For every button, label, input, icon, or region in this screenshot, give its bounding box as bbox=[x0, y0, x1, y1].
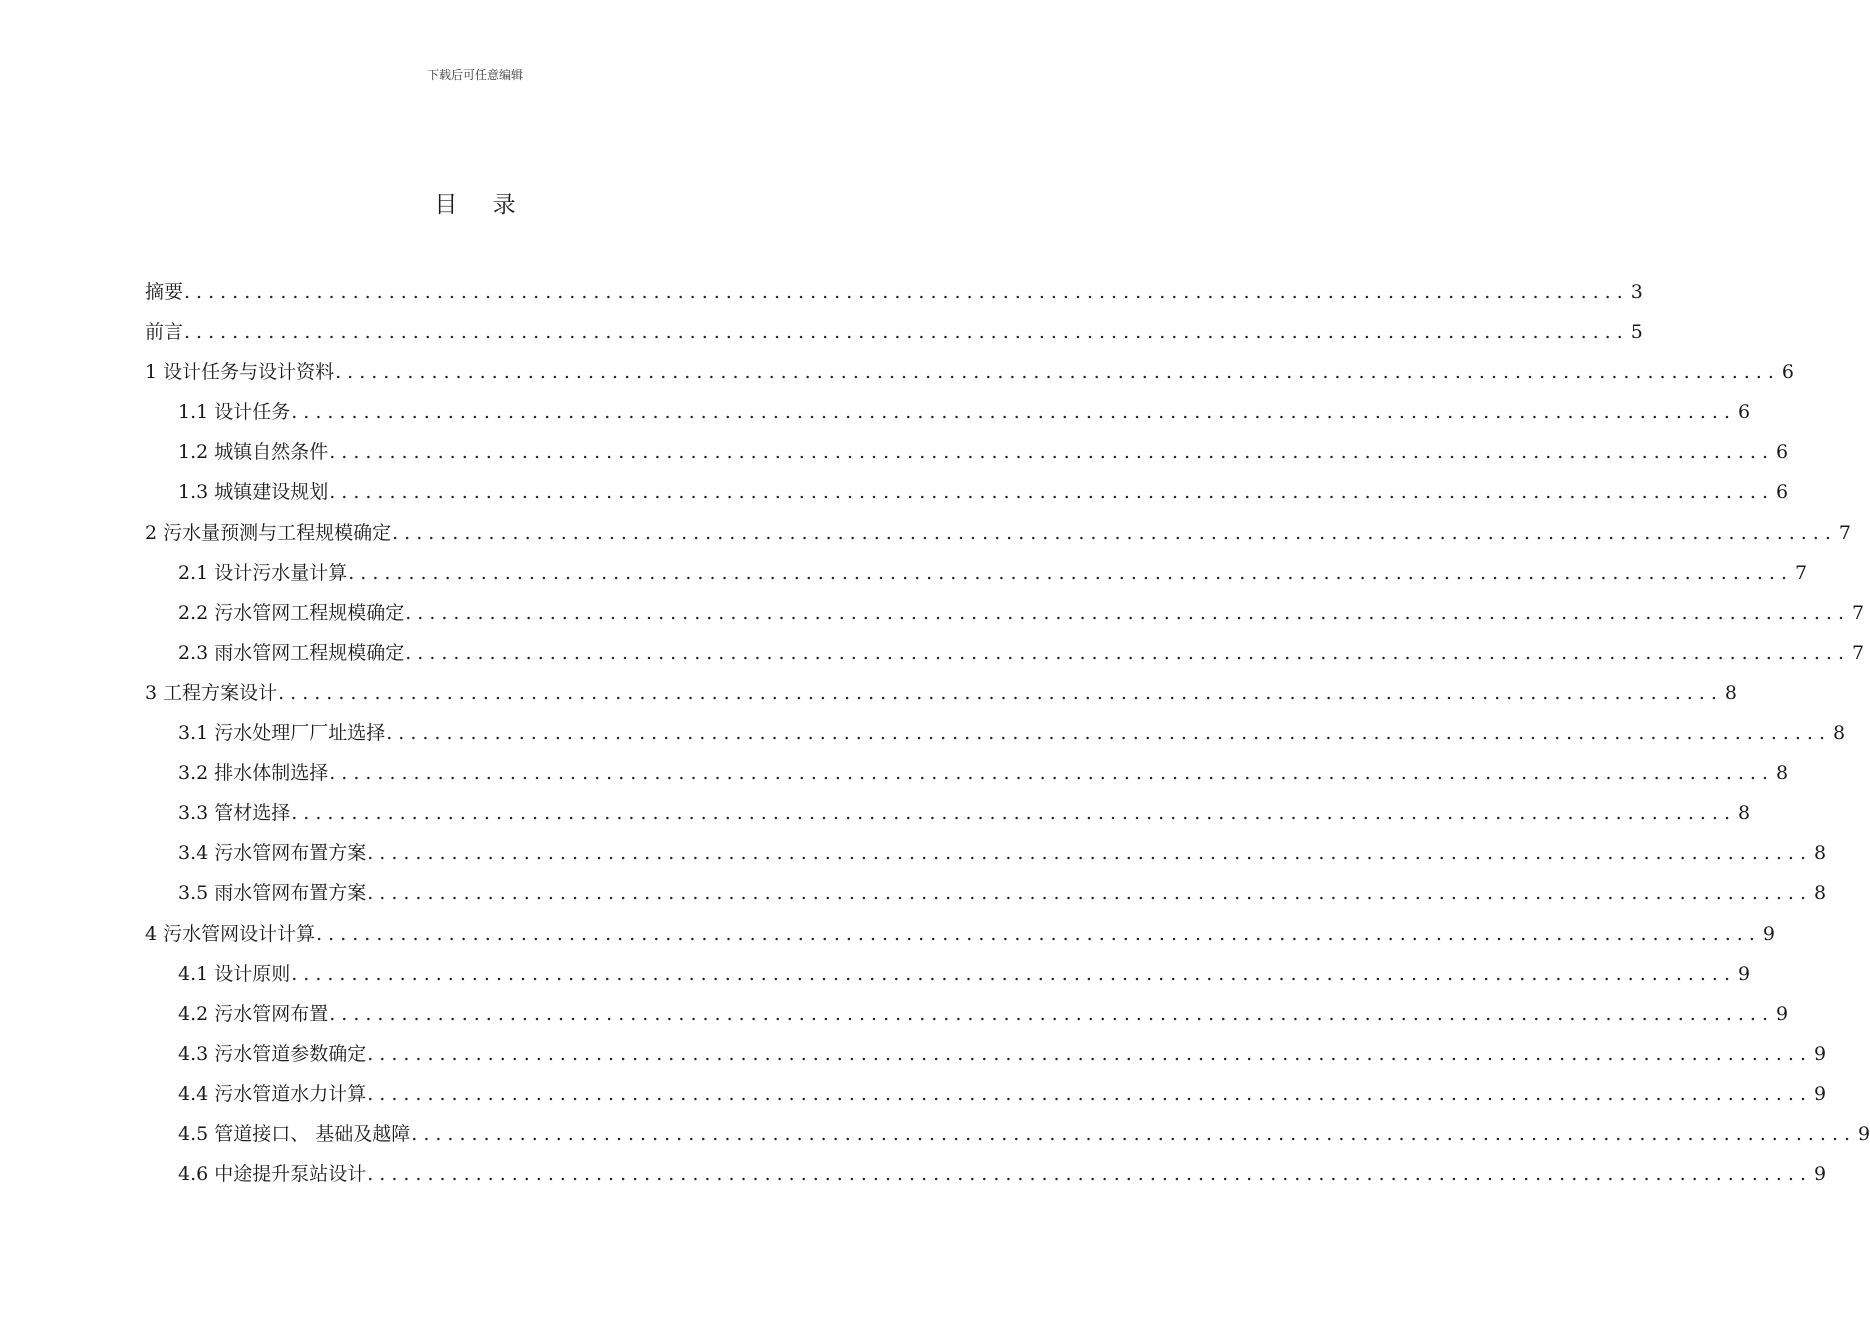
toc-dot-leader: ........................................................................................................................ bbox=[348, 561, 1794, 584]
toc-dot-leader: ........................................................................................................................ bbox=[329, 441, 1775, 464]
toc-dot-leader: ........................................................................................................................ bbox=[291, 802, 1737, 825]
toc-entry-label: 4 污水管网设计计算 bbox=[145, 922, 316, 945]
toc-entry-label: 3.5 雨水管网布置方案 bbox=[178, 882, 367, 905]
toc-entry-label: 摘要 bbox=[145, 281, 184, 303]
header-note: 下载后可任意编辑 bbox=[426, 68, 523, 82]
toc-entry[interactable] bbox=[145, 432, 1789, 472]
toc-entry-label: 2 污水量预测与工程规模确定 bbox=[145, 521, 392, 544]
toc-entry-page-number: 9 bbox=[1814, 1082, 1827, 1105]
toc-entry[interactable] bbox=[145, 1034, 1827, 1074]
toc-entry-label: 前言 bbox=[145, 321, 184, 344]
toc-entry-page-number: 8 bbox=[1738, 802, 1751, 825]
toc-entry-label: 1.2 城镇自然条件 bbox=[178, 441, 329, 464]
toc-entry-page-number: 9 bbox=[1762, 922, 1775, 945]
toc-entry[interactable] bbox=[145, 914, 1775, 954]
toc-entry[interactable] bbox=[145, 1114, 1870, 1154]
toc-dot-leader: ........................................................................................................................ bbox=[329, 762, 1775, 785]
toc-entry-label: 3.3 管材选择 bbox=[178, 802, 291, 825]
toc-dot-leader: ........................................................................................................................ bbox=[316, 922, 1761, 945]
toc-entry-page-number: 8 bbox=[1814, 882, 1827, 905]
toc-entry[interactable] bbox=[145, 833, 1827, 873]
toc-entry[interactable] bbox=[145, 1154, 1827, 1194]
toc-entry-page-number: 6 bbox=[1781, 361, 1794, 384]
toc-entry[interactable] bbox=[145, 994, 1789, 1034]
toc-entry-page-number: 7 bbox=[1838, 521, 1851, 544]
toc-entry-page-number: 8 bbox=[1724, 681, 1737, 704]
toc-entry-label: 2.2 污水管网工程规模确定 bbox=[178, 601, 405, 624]
toc-entry-page-number: 6 bbox=[1776, 481, 1789, 504]
toc-dot-leader: ........................................................................................................................ bbox=[386, 722, 1832, 745]
toc-entry[interactable] bbox=[145, 793, 1751, 833]
toc-dot-leader: ........................................................................................................................ bbox=[329, 481, 1775, 504]
toc-entry-label: 4.6 中途提升泵站设计 bbox=[178, 1163, 367, 1186]
toc-entry[interactable] bbox=[145, 753, 1789, 793]
toc-entry-page-number: 9 bbox=[1776, 1002, 1789, 1025]
toc-entry-label: 2.3 雨水管网工程规模确定 bbox=[178, 641, 405, 664]
toc-entry-page-number: 6 bbox=[1738, 401, 1751, 424]
toc-dot-leader: ........................................................................................................................ bbox=[184, 281, 1629, 303]
toc-dot-leader: ........................................................................................................................ bbox=[184, 321, 1629, 344]
toc-dot-leader: ........................................................................................................................ bbox=[367, 842, 1813, 865]
toc-entry[interactable] bbox=[145, 553, 1808, 593]
toc-dot-leader: ........................................................................................................................ bbox=[367, 1042, 1813, 1065]
toc-entry-page-number: 8 bbox=[1833, 722, 1846, 745]
toc-entry-label: 3.2 排水体制选择 bbox=[178, 762, 329, 785]
toc-entry-label: 4.4 污水管道水力计算 bbox=[178, 1082, 367, 1105]
toc-entry-page-number: 8 bbox=[1814, 842, 1827, 865]
toc-entry-label: 4.2 污水管网布置 bbox=[178, 1002, 329, 1025]
toc-dot-leader: ........................................................................................................................ bbox=[392, 521, 1837, 544]
toc-dot-leader: ........................................................................................................................ bbox=[278, 681, 1723, 704]
toc-entry-label: 4.5 管道接口、 基础及越障 bbox=[178, 1122, 411, 1145]
toc-dot-leader: ........................................................................................................................ bbox=[367, 1082, 1813, 1105]
toc-entry-label: 3.1 污水处理厂厂址选择 bbox=[178, 722, 386, 745]
toc-entry-page-number: 9 bbox=[1738, 962, 1751, 985]
toc-entry-page-number: 6 bbox=[1776, 441, 1789, 464]
toc-entry-label: 1.3 城镇建设规划 bbox=[178, 481, 329, 504]
toc-entry[interactable] bbox=[145, 312, 1643, 352]
toc-entry-label: 1.1 设计任务 bbox=[178, 401, 291, 424]
toc-entry[interactable] bbox=[145, 272, 1643, 312]
toc-entry-page-number: 7 bbox=[1795, 561, 1808, 584]
toc-entry[interactable] bbox=[145, 633, 1865, 673]
toc-dot-leader: ........................................................................................................................ bbox=[405, 641, 1851, 664]
toc-entry[interactable] bbox=[145, 352, 1794, 392]
toc-entry-page-number: 5 bbox=[1630, 321, 1643, 344]
toc-entry-page-number: 9 bbox=[1814, 1042, 1827, 1065]
toc-dot-leader: ........................................................................................................................ bbox=[291, 401, 1737, 424]
toc-entry-label: 4.1 设计原则 bbox=[178, 962, 291, 985]
toc-entry-label: 4.3 污水管道参数确定 bbox=[178, 1042, 367, 1065]
toc-entry-page-number: 8 bbox=[1776, 762, 1789, 785]
toc-dot-leader: ........................................................................................................................ bbox=[335, 361, 1780, 384]
toc-entry-label: 2.1 设计污水量计算 bbox=[178, 561, 348, 584]
toc-entry[interactable] bbox=[145, 673, 1737, 713]
toc-dot-leader: ........................................................................................................................ bbox=[411, 1122, 1857, 1145]
toc-entry[interactable] bbox=[145, 954, 1751, 994]
toc-dot-leader: ........................................................................................................................ bbox=[367, 882, 1813, 905]
table-of-contents bbox=[145, 272, 1870, 1194]
toc-entry-label: 3.4 污水管网布置方案 bbox=[178, 842, 367, 865]
toc-entry-page-number: 9 bbox=[1858, 1122, 1870, 1145]
toc-entry-page-number: 7 bbox=[1852, 601, 1865, 624]
toc-entry-label: 1 设计任务与设计资料 bbox=[145, 361, 335, 384]
toc-entry[interactable] bbox=[145, 1074, 1827, 1114]
toc-entry-page-number: 9 bbox=[1814, 1163, 1827, 1186]
toc-entry[interactable] bbox=[145, 713, 1846, 753]
toc-entry[interactable] bbox=[145, 392, 1751, 432]
toc-entry[interactable] bbox=[145, 593, 1865, 633]
toc-dot-leader: ........................................................................................................................ bbox=[291, 962, 1737, 985]
toc-dot-leader: ........................................................................................................................ bbox=[405, 601, 1851, 624]
toc-entry[interactable] bbox=[145, 472, 1789, 512]
toc-dot-leader: ........................................................................................................................ bbox=[329, 1002, 1775, 1025]
toc-entry-page-number: 7 bbox=[1852, 641, 1865, 664]
toc-entry-page-number: 3 bbox=[1630, 281, 1643, 303]
toc-dot-leader: ........................................................................................................................ bbox=[367, 1163, 1813, 1186]
toc-entry[interactable] bbox=[145, 513, 1851, 553]
toc-entry[interactable] bbox=[145, 873, 1827, 913]
toc-entry-label: 3 工程方案设计 bbox=[145, 681, 278, 704]
page-title: 目 录 bbox=[434, 192, 530, 218]
